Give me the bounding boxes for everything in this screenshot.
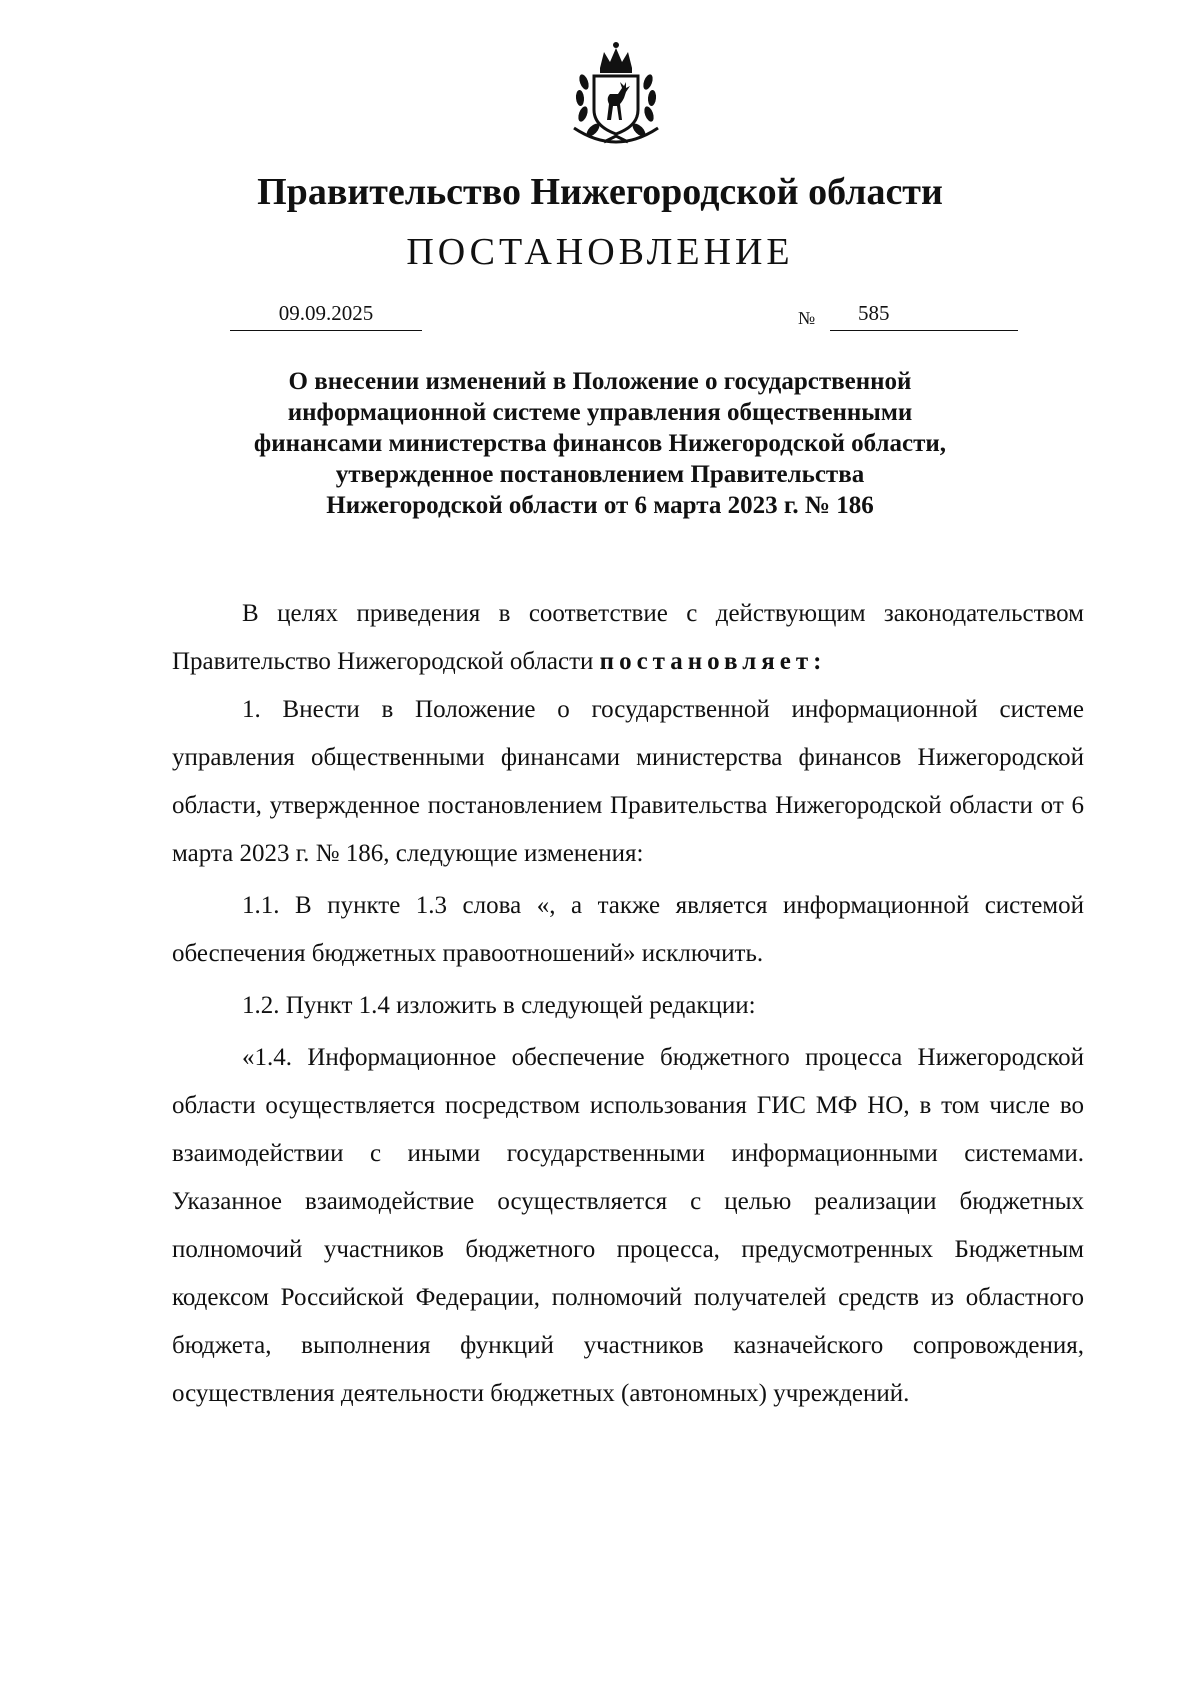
- paragraph-1: 1. Внести в Положение о государственной информационной системе управления общественными финансами министерства финансов Нижегородской области, утвержденное постановлением Правительства Нижегородской области от 6 марта 2023 г. № 186, следующие изменения:: [172, 696, 1084, 867]
- document-number-field: [830, 300, 1018, 331]
- document-type: ПОСТАНОВЛЕНИЕ: [406, 231, 794, 273]
- heading-line: Нижегородской области от 6 марта 2023 г. № 186: [326, 492, 874, 519]
- government-name: Правительство Нижегородской области: [257, 171, 943, 213]
- document-number: 585: [858, 301, 890, 325]
- document-body: [172, 590, 1084, 1418]
- document-heading: [150, 366, 1050, 521]
- nizhny-novgorod-coat-of-arms-icon: [560, 38, 672, 150]
- resolves-word: постановляет:: [599, 648, 827, 675]
- heading-line: финансами министерства финансов Нижегородской области,: [253, 430, 947, 457]
- heading-line: О внесении изменений в Положение о государственной: [288, 368, 912, 395]
- paragraph-1-2: 1.2. Пункт 1.4 изложить в следующей редакции:: [242, 992, 756, 1019]
- heading-line: утвержденное постановлением Правительства: [335, 461, 865, 488]
- paragraph-1-4-text: «1.4. Информационное обеспечение бюджетного процесса Нижегородской области осуществляется посредством использования ГИС МФ НО, в том числе во взаимодействии с иными государственными информационными системами. Указанное взаимодействие осуществляется с целью реализации бюджетных полномочий участников бюджетного процесса, предусмотренных Бюджетным кодексом Российской Федерации, полномочий получателей средств из областного бюджета, выполнения функций участников казначейского сопровождения, осуществления деятельности бюджетных (автономных) учреждений.: [172, 1044, 1084, 1407]
- preamble-text: В целях приведения в соответствие с действующим законодательством Правительство Нижегородской области: [172, 600, 1084, 675]
- paragraph-1-1: 1.1. В пункте 1.3 слова «, а также является информационной системой обеспечения бюджетных правоотношений» исключить.: [172, 892, 1084, 967]
- document-date: 09.09.2025: [230, 300, 422, 331]
- heading-line: информационной системе управления общественными: [287, 399, 913, 426]
- number-sign: №: [798, 308, 816, 328]
- preamble-paragraph: [172, 590, 1084, 686]
